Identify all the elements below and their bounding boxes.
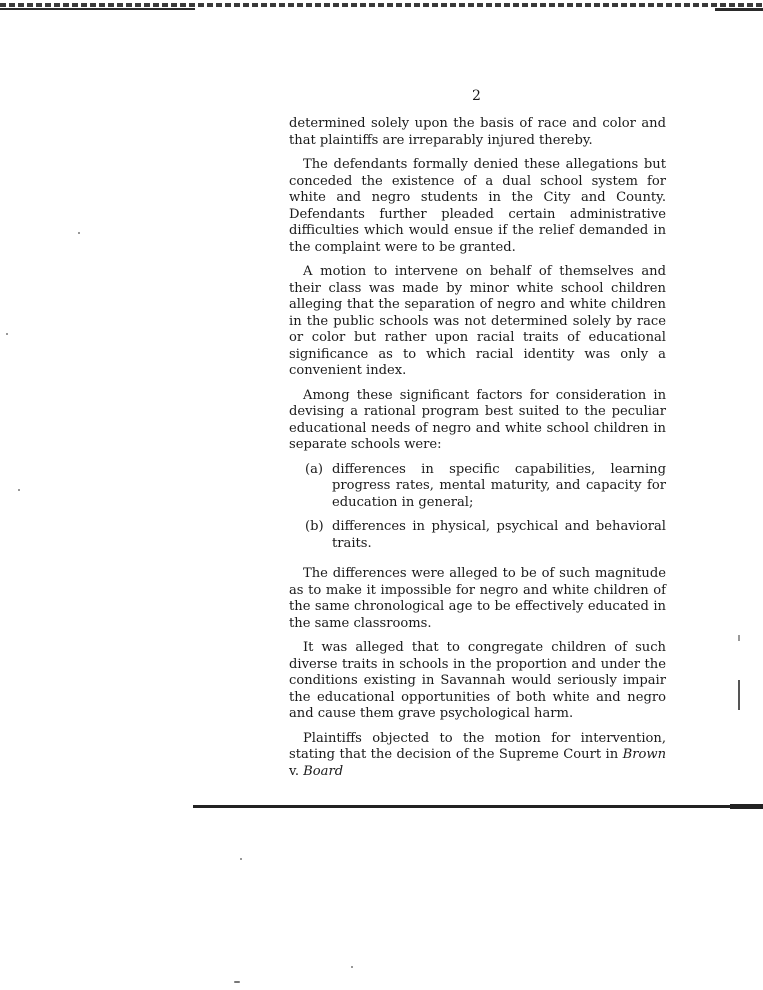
- top-border-rule: [0, 3, 763, 7]
- paragraph-3: A motion to intervene on behalf of themselves and their class was made by minor white school children alleging that the separation of negro and white children in the public schools was not determined solely by race or color but rather upon racial traits of educational significance as to which racial identity was only a convenient index.: [289, 264, 666, 378]
- document-body: [289, 116, 666, 788]
- paragraph-7-text: Plaintiffs objected to the motion for intervention, stating that the decision of the Supreme Court in: [289, 730, 666, 762]
- list-item-b: [289, 519, 666, 552]
- paragraph-2: The defendants formally denied these allegations but conceded the existence of a dual school system for white and negro students in the City and County. Defendants further pleaded certain administrative difficulties which would ensue if the relief demanded in the complaint were to be granted.: [289, 157, 666, 255]
- top-border-rule-right: [715, 8, 763, 11]
- case-name-brown: Brown: [622, 747, 666, 762]
- scan-speck: [240, 858, 242, 860]
- paragraph-5: The differences were alleged to be of such magnitude as to make it impossible for negro and white children of the same chronological age to be effectively educated in the same classrooms.: [289, 566, 666, 631]
- page-number: 2: [472, 88, 481, 104]
- list-text-b: differences in physical, psychical and behavioral traits.: [332, 519, 666, 551]
- paragraph-1: determined solely upon the basis of race and color and that plaintiffs are irreparably injured thereby.: [289, 116, 666, 148]
- right-margin-mark-small: [738, 635, 740, 641]
- scan-speck: [234, 981, 240, 983]
- list-marker-b: (b): [305, 519, 324, 534]
- scan-speck: [18, 489, 20, 491]
- paragraph-4: Among these significant factors for consideration in devising a rational program best suited to the peculiar educational needs of negro and white school children in separate schools were:: [289, 387, 666, 452]
- paragraph-6: It was alleged that to congregate children of such diverse traits in schools in the proportion and under the conditions existing in Savannah would seriously impair the educational opportunities of both white and negro and cause them grave psychological harm.: [289, 640, 666, 721]
- paragraph-7: [289, 731, 666, 781]
- list-item-a: [289, 462, 666, 512]
- scan-speck: [78, 232, 80, 234]
- right-margin-mark: [738, 680, 740, 710]
- case-name-separator: v.: [289, 763, 304, 779]
- top-border-rule-left: [0, 8, 195, 10]
- bottom-border-rule-end: [730, 804, 763, 809]
- case-name-board: Board: [303, 763, 344, 779]
- scan-speck: [351, 966, 353, 968]
- list-marker-a: (a): [305, 461, 324, 477]
- list-text-a: differences in specific capabilities, learning progress rates, mental maturity, and capacity for education in general;: [332, 461, 666, 510]
- scan-speck: [6, 333, 8, 335]
- bottom-border-rule: [193, 805, 763, 808]
